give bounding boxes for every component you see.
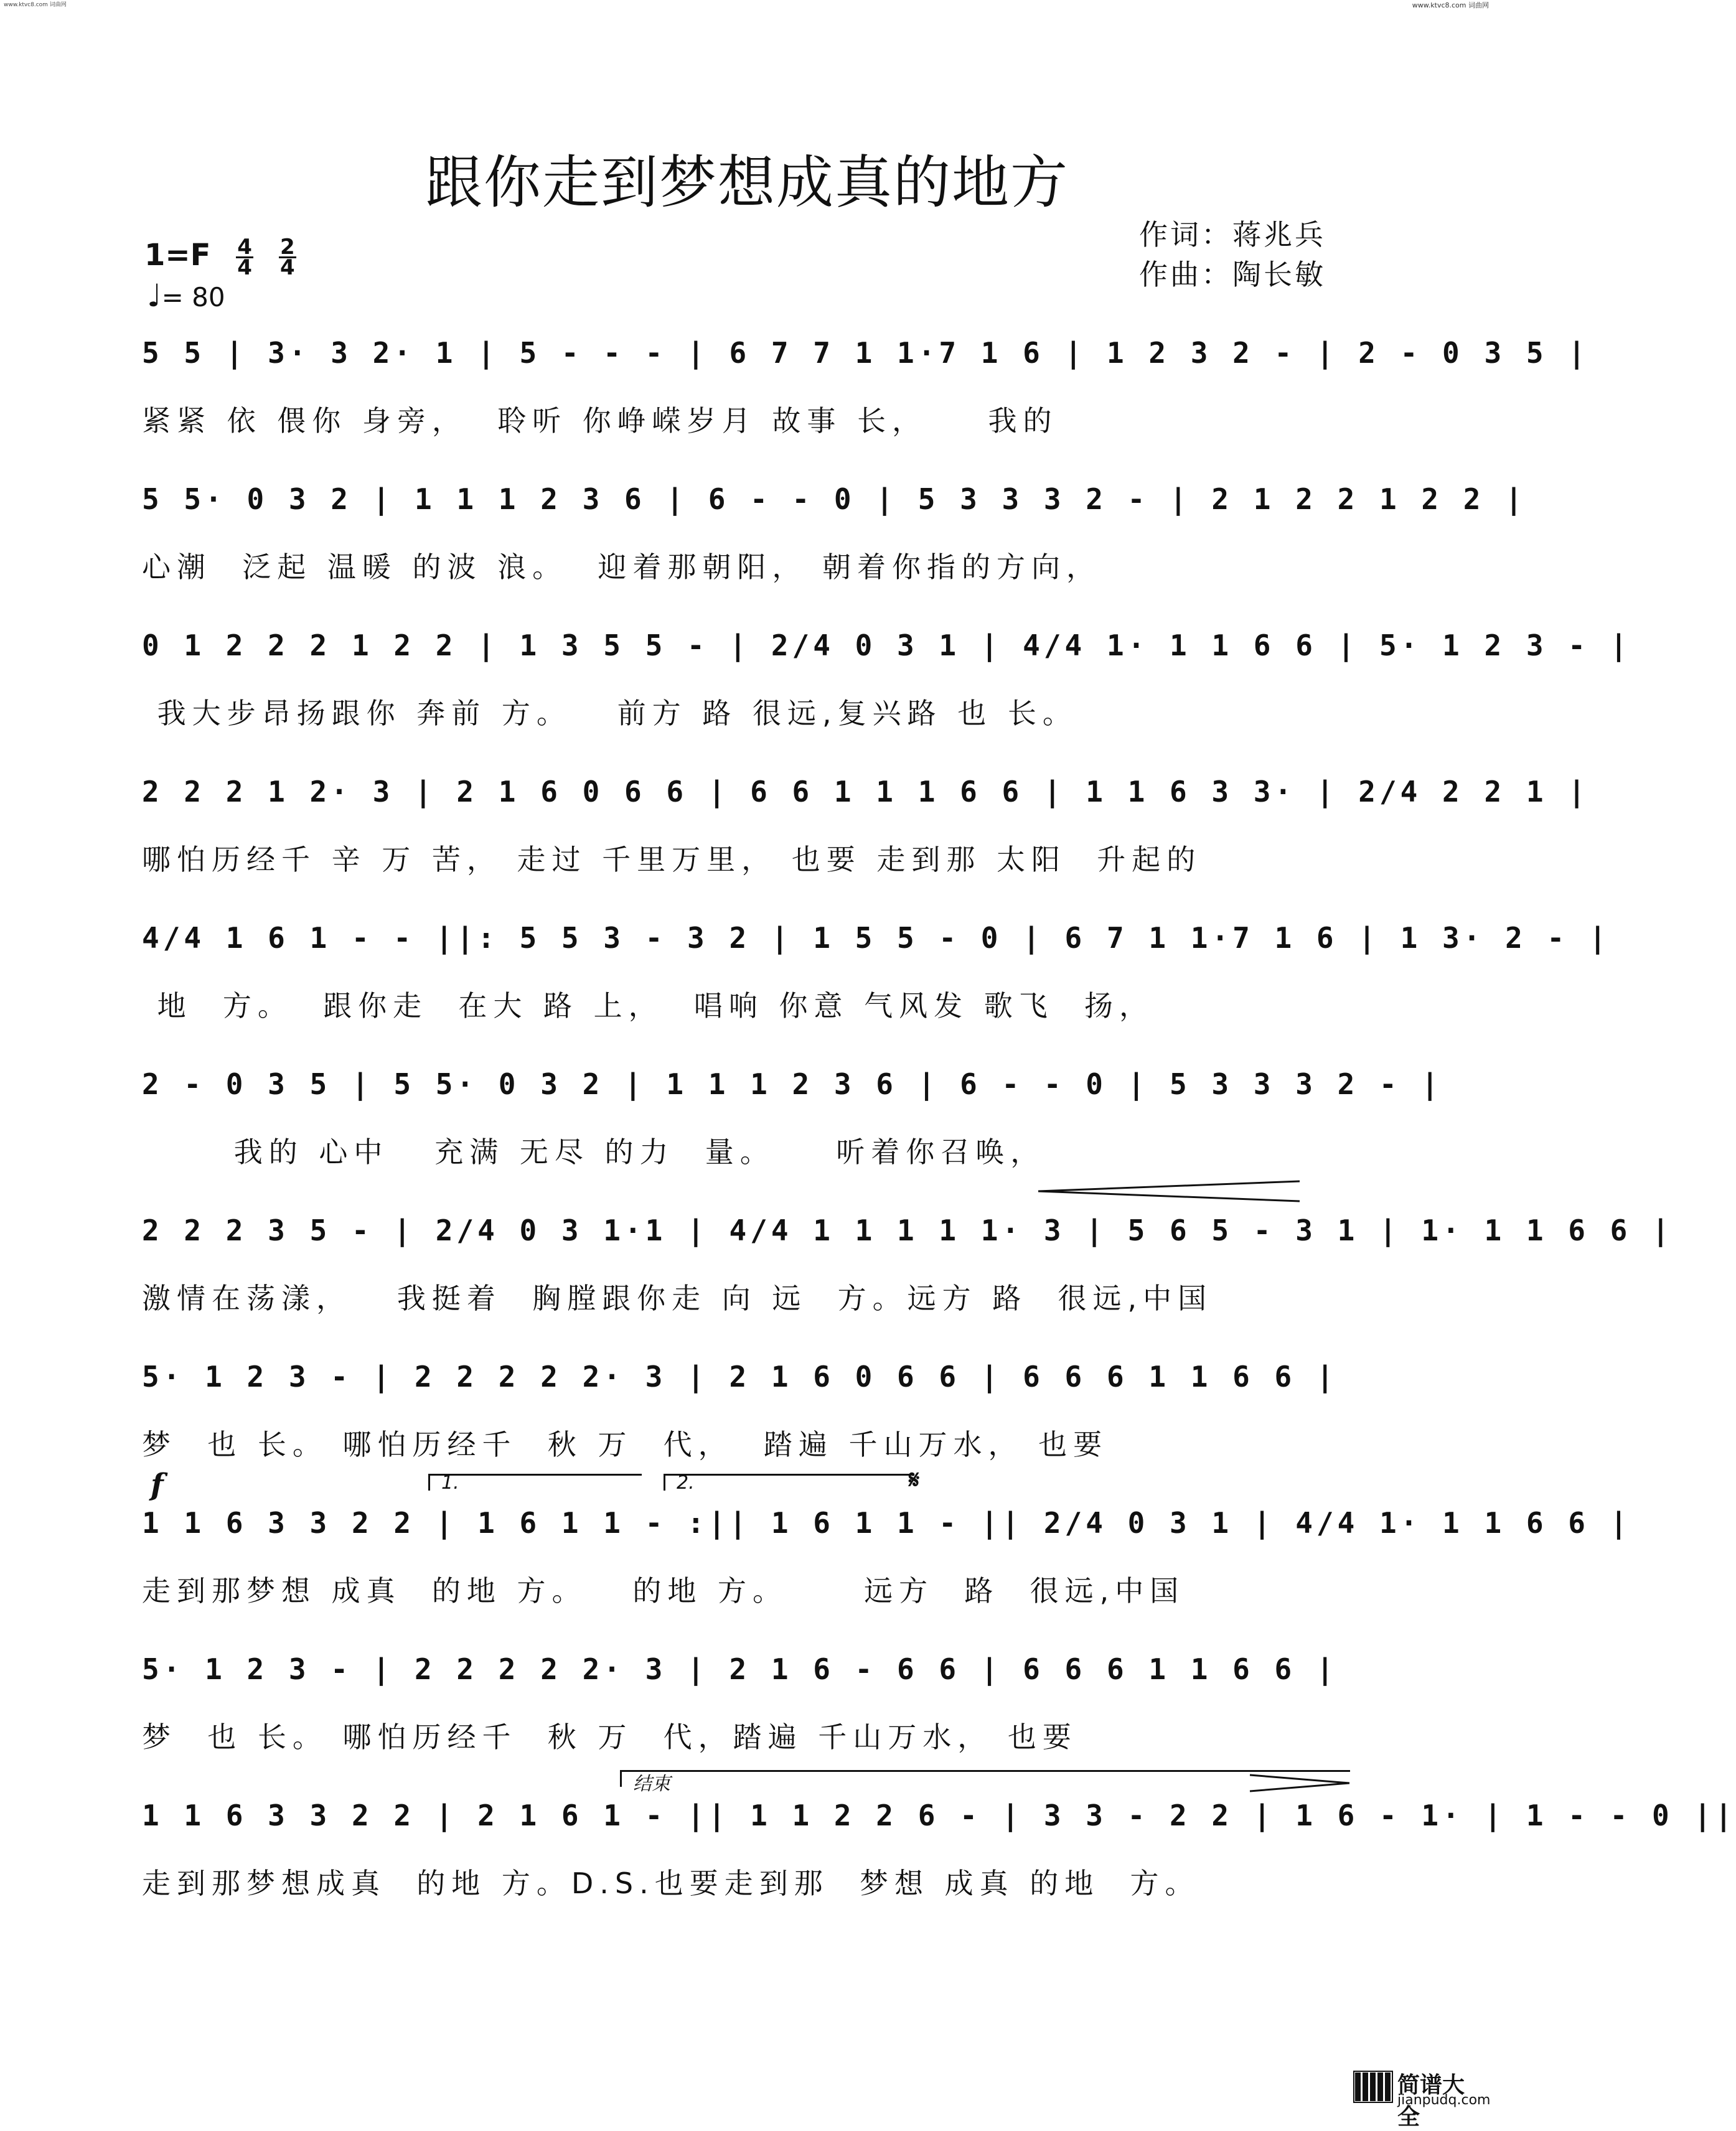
notes-line: 5 5· 0 3 2 | 1 1 1 2 3 6 | 6 - - 0 | 5 3 3 3 2 - | 2 1 2 2 1 2 2 | <box>142 482 1526 516</box>
credits <box>1139 215 1326 294</box>
song-title: 跟你走到梦想成真的地方 <box>425 149 1069 216</box>
volta-2-label: 2. <box>677 1472 695 1494</box>
notes-line: 1 1 6 3 3 2 2 | 2 1 6 1 - || 1 1 2 2 6 - | 3 3 - 2 2 | 1 6 - 1· | 1 - - 0 || <box>142 1799 1736 1832</box>
lyricist: 作词：蒋兆兵 <box>1139 218 1326 251</box>
notes-line: 1 1 6 3 3 2 2 | 1 6 1 1 - :|| 1 6 1 1 - || 2/4 0 3 1 | 4/4 1· 1 1 6 6 | <box>142 1506 1631 1540</box>
key-and-time <box>144 234 296 280</box>
ending-bracket <box>620 1770 1350 1795</box>
composer: 作曲：陶长敏 <box>1139 258 1326 291</box>
lyrics-line: 地 方。 跟你走 在大 路 上， 唱响 你意 气风发 歌飞 扬， <box>142 989 1154 1023</box>
lyrics-line: 激情在荡漾， 我挺着 胸膛跟你走 向 远 方。远方 路 很远,中国 <box>142 1281 1213 1315</box>
lyrics-line: 心潮 泛起 温暖 的波 浪。 迎着那朝阳， 朝着你指的方向， <box>142 550 1101 584</box>
tempo-value: = 80 <box>161 282 225 312</box>
lyrics-line: 紧紧 依 偎你 身旁， 聆听 你峥嵘岁月 故事 长， 我的 <box>142 404 1058 438</box>
site-logo <box>1354 2068 1491 2130</box>
header-right: www.ktvc8.com 词曲网 <box>1412 1 1489 9</box>
logo-name: 简谱大全 <box>1397 2072 1465 2130</box>
volta-2 <box>664 1472 914 1494</box>
lyrics-line: 我大步昂扬跟你 奔前 方。 前方 路 很远,复兴路 也 长。 <box>142 696 1077 730</box>
tempo-marking <box>147 278 225 314</box>
lyrics-line: 走到那梦想成真 的地 方。D.S.也要走到那 梦想 成真 的地 方。 <box>142 1866 1200 1900</box>
ts2-num: 2 <box>280 234 295 260</box>
header-left: www.ktvc8.com 词曲网 <box>4 2 67 8</box>
notes-line: 2 - 0 3 5 | 5 5· 0 3 2 | 1 1 1 2 3 6 | 6 - - 0 | 5 3 3 3 2 - | <box>142 1067 1443 1101</box>
time-signature-4-4 <box>236 234 253 280</box>
quarter-note-icon: ♩ <box>147 278 162 314</box>
ts2-den: 4 <box>280 255 295 280</box>
notes-line: 5· 1 2 3 - | 2 2 2 2 2· 3 | 2 1 6 - 6 6 | 6 6 6 1 1 6 6 | <box>142 1652 1338 1686</box>
decrescendo-hairpin <box>1250 1774 1349 1792</box>
lyrics-line: 梦 也 长。 哪怕历经千 秋 万 代，踏遍 千山万水， 也要 <box>142 1720 1077 1754</box>
volta-1 <box>428 1472 642 1494</box>
notes-line: 2 2 2 1 2· 3 | 2 1 6 0 6 6 | 6 6 1 1 1 6 6 | 1 1 6 3 3· | 2/4 2 2 1 | <box>142 775 1589 808</box>
segno-sign: 𝄋 <box>909 1465 920 1494</box>
notes-line: 5· 1 2 3 - | 2 2 2 2 2· 3 | 2 1 6 0 6 6 | 6 6 6 1 1 6 6 | <box>142 1360 1338 1393</box>
lyrics-line: 我的 心中 充满 无尽 的力 量。 听着你召唤， <box>142 1135 1046 1169</box>
key-signature: 1=F <box>144 238 211 273</box>
lyrics-line: 梦 也 长。 哪怕历经千 秋 万 代， 踏遍 千山万水， 也要 <box>142 1428 1109 1461</box>
logo-url: jianpudq.com <box>1397 2092 1491 2108</box>
time-signature-2-4 <box>279 234 296 280</box>
dynamic-forte: f <box>151 1468 164 1502</box>
ending-label: 结束 <box>633 1773 670 1795</box>
notes-line: 5 5 | 3· 3 2· 1 | 5 - - - | 6 7 7 1 1·7 1 6 | 1 2 3 2 - | 2 - 0 3 5 | <box>142 336 1589 370</box>
ts1-num: 4 <box>237 234 252 260</box>
ts1-den: 4 <box>237 255 252 280</box>
notes-line: 2 2 2 3 5 - | 2/4 0 3 1·1 | 4/4 1 1 1 1 1· 3 | 5 6 5 - 3 1 | 1· 1 1 6 6 | <box>142 1214 1673 1247</box>
lyrics-line: 走到那梦想 成真 的地 方。 的地 方。 远方 路 很远,中国 <box>142 1574 1185 1608</box>
notes-line: 4/4 1 6 1 - - ||: 5 5 3 - 3 2 | 1 5 5 - 0 | 6 7 1 1·7 1 6 | 1 3· 2 - | <box>142 921 1610 955</box>
crescendo-hairpin <box>1038 1179 1300 1204</box>
notes-line: 0 1 2 2 2 1 2 2 | 1 3 5 5 - | 2/4 0 3 1 | 4/4 1· 1 1 6 6 | 5· 1 2 3 - | <box>142 629 1631 662</box>
lyrics-line: 哪怕历经千 辛 万 苦， 走过 千里万里， 也要 走到那 太阳 升起的 <box>142 843 1202 876</box>
volta-1-label: 1. <box>441 1472 459 1494</box>
piano-keys-icon <box>1354 2071 1392 2102</box>
